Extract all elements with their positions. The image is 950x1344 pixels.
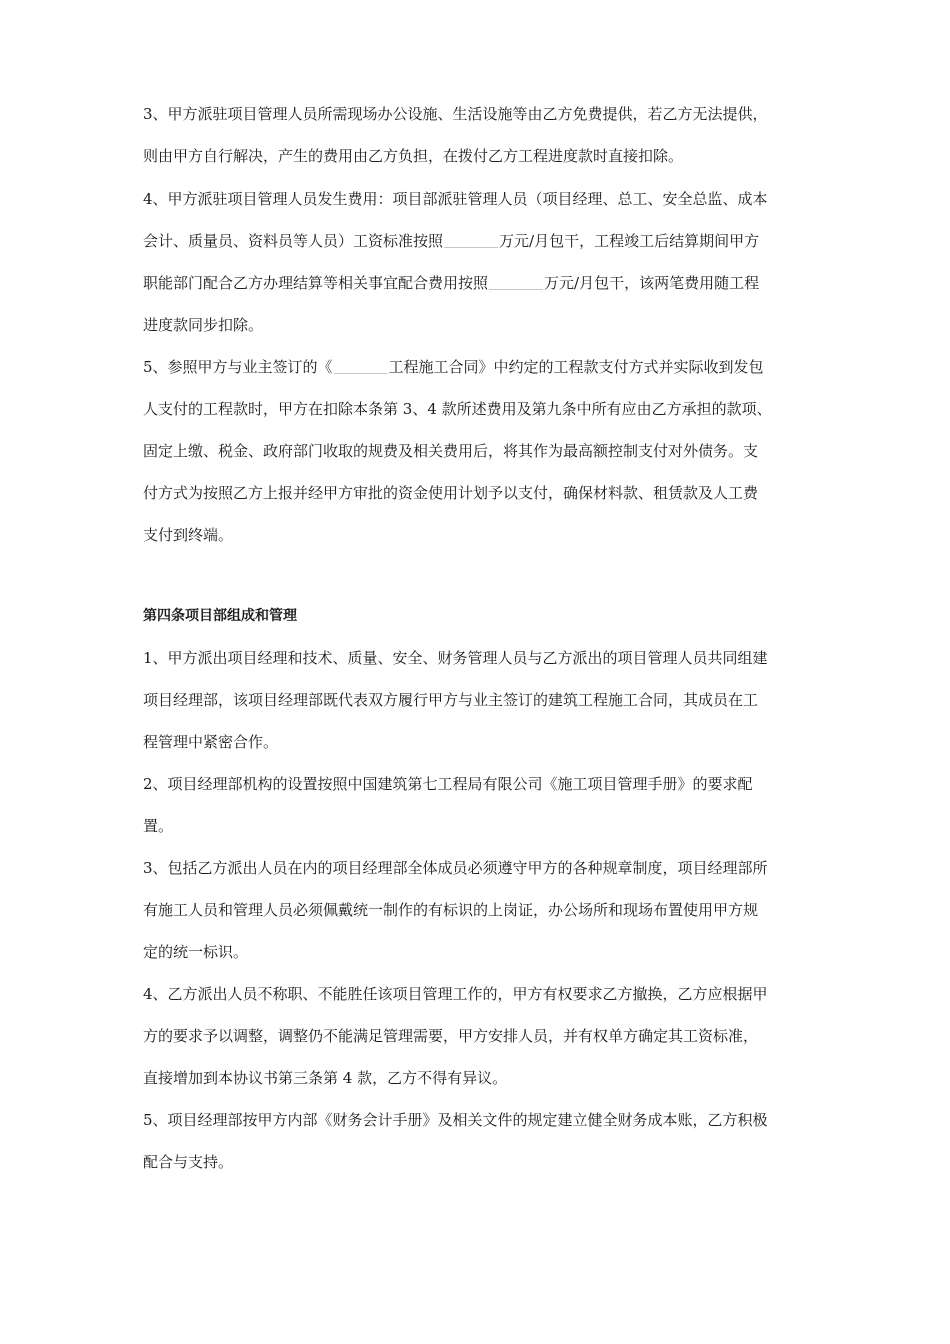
clause3-item5-line1 — [143, 357, 764, 377]
clause4-item2-line1: 2、项目经理部机构的设置按照中国建筑第七工程局有限公司《施工项目管理手册》的要求配 — [143, 775, 753, 793]
clause4-item4-line1: 4、乙方派出人员不称职、不能胜任该项目管理工作的，甲方有权要求乙方撤换，乙方应根据甲 — [143, 985, 768, 1003]
clause3-item4-line2-text-b: 万元/月包干，工程竣工后结算期间甲方 — [499, 232, 760, 250]
clause4-item1-line1: 1、甲方派出项目经理和技术、质量、安全、财务管理人员与乙方派出的项目管理人员共同组建 — [143, 649, 768, 667]
clause4-item1-line2: 项目经理部，该项目经理部既代表双方履行甲方与业主签订的建筑工程施工合同，其成员在工 — [143, 691, 759, 709]
clause3-item4-line3-text-a: 职能部门配合乙方办理结算等相关事宜配合费用按照 — [143, 274, 489, 292]
clause3-item4-line3 — [143, 273, 759, 293]
clause3-item4-line3-text-b: 万元/月包干，该两笔费用随工程 — [544, 274, 760, 292]
clause4-item5-line2: 配合与支持。 — [143, 1153, 234, 1171]
clause4-heading: 第四条项目部组成和管理 — [143, 608, 297, 624]
clause3-item4-line4: 进度款同步扣除。 — [143, 316, 264, 334]
project-name-blank[interactable] — [334, 357, 388, 374]
clause3-item4-line2-text-a: 会计、质量员、资料员等人员）工资标准按照 — [143, 232, 444, 250]
clause4-item3-line1: 3、包括乙方派出人员在内的项目经理部全体成员必须遵守甲方的各种规章制度，项目经理部所 — [143, 859, 768, 877]
clause4-item1-line3: 程管理中紧密合作。 — [143, 733, 279, 751]
clause3-item4-line2 — [143, 231, 759, 251]
clause4-item4-line3: 直接增加到本协议书第三条第 4 款，乙方不得有异议。 — [143, 1069, 508, 1087]
clause3-item5-line3: 固定上缴、税金、政府部门收取的规费及相关费用后，将其作为最高额控制支付对外债务。支 — [143, 442, 759, 460]
clause4-item5-line1: 5、项目经理部按甲方内部《财务会计手册》及相关文件的规定建立健全财务成本账，乙方积极 — [143, 1111, 768, 1129]
clause3-item4-line1: 4、甲方派驻项目管理人员发生费用：项目部派驻管理人员（项目经理、总工、安全总监、成本 — [143, 190, 768, 208]
salary-amount-blank[interactable] — [444, 231, 498, 248]
clause3-item3-line2: 则由甲方自行解决，产生的费用由乙方负担，在拨付乙方工程进度款时直接扣除。 — [143, 147, 684, 165]
clause3-item5-line2: 人支付的工程款时，甲方在扣除本条第 3、4 款所述费用及第九条中所有应由乙方承担的款项、 — [143, 400, 772, 418]
clause3-item5-line1-text-a: 5、参照甲方与业主签订的《 — [143, 358, 333, 376]
clause3-item5-line4: 付方式为按照乙方上报并经甲方审批的资金使用计划予以支付，确保材料款、租赁款及人工费 — [143, 484, 759, 502]
clause4-item2-line2: 置。 — [143, 817, 174, 835]
clause3-item5-line5: 支付到终端。 — [143, 526, 234, 544]
clause3-item3-line1: 3、甲方派驻项目管理人员所需现场办公设施、生活设施等由乙方免费提供，若乙方无法提供， — [143, 105, 768, 123]
clause4-item4-line2: 方的要求予以调整，调整仍不能满足管理需要，甲方安排人员，并有权单方确定其工资标准， — [143, 1027, 759, 1045]
clause3-item5-line1-text-b: 工程施工合同》中约定的工程款支付方式并实际收到发包 — [388, 358, 764, 376]
settlement-fee-blank[interactable] — [489, 273, 543, 290]
clause4-item3-line3: 定的统一标识。 — [143, 943, 249, 961]
clause4-item3-line2: 有施工人员和管理人员必须佩戴统一制作的有标识的上岗证，办公场所和现场布置使用甲方规 — [143, 901, 759, 919]
